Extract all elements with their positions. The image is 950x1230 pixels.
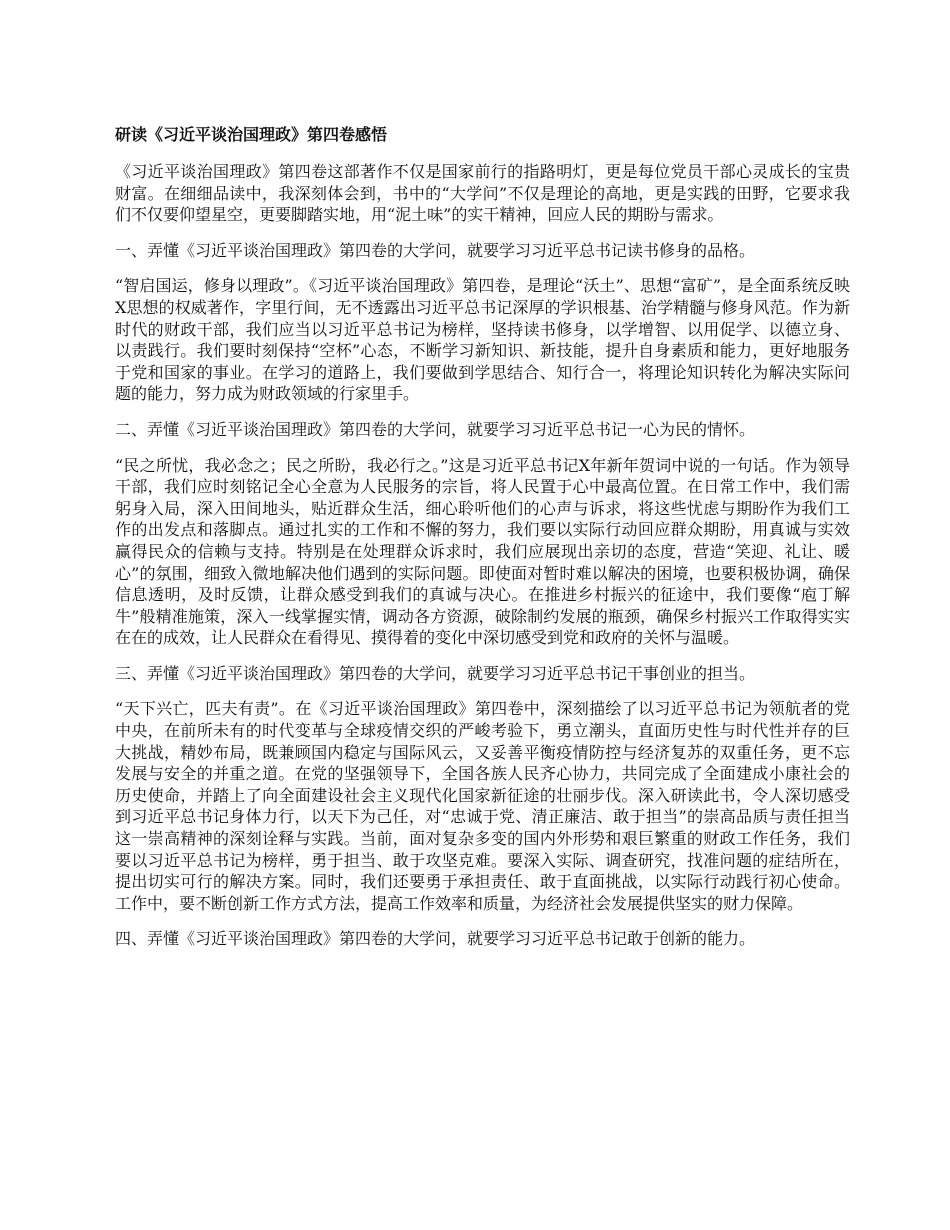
document-page (115, 124, 850, 964)
section-heading-3: 三、弄懂《习近平谈治国理政》第四卷的大学问，就要学习习近平总书记干事创业的担当。 (115, 663, 756, 683)
document-title: 研读《习近平谈治国理政》第四卷感悟 (115, 125, 388, 144)
section-heading-4: 四、弄懂《习近平谈治国理政》第四卷的大学问，就要学习习近平总书记敢于创新的能力。 (115, 929, 756, 949)
intro-paragraph: 《习近平谈治国理政》第四卷这部著作不仅是国家前行的指路明灯，更是每位党员干部心灵成长的宝贵财富。在细细品读中，我深刻体会到，书中的“大学问”不仅是理论的高地，更是实践的田野，它要求我们不仅要仰望星空，更要脚踏实地，用“泥土味”的实干精神，回应人民的期盼与需求。 (115, 162, 850, 225)
section-heading-1: 一、弄懂《习近平谈治国理政》第四卷的大学问，就要学习习近平总书记读书修身的品格。 (115, 240, 756, 260)
section-body-2: “民之所忧，我必念之；民之所盼，我必行之。”这是习近平总书记Ⅹ年新年贺词中说的一句话。作为领导干部，我们应时刻铭记全心全意为人民服务的宗旨，将人民置于心中最高位置。在日常工作中，我们需躬身入局，深入田间地头，贴近群众生活，细心聆听他们的心声与诉求，将这些忧虑与期盼作为我们工作的出发点和落脚点。通过扎实的工作和不懈的努力，我们要以实际行动回应群众期盼，用真诚与实效赢得民众的信赖与支持。特别是在处理群众诉求时，我们应展现出亲切的态度，营造“笑迎、礼让、暖心”的氛围，细致入微地解决他们遇到的实际问题。即使面对暂时难以解决的困境，也要积极协调，确保信息透明，及时反馈，让群众感受到我们的真诚与决心。在推进乡村振兴的征途中，我们要像“庖丁解牛”般精准施策，深入一线掌握实情，调动各方资源，破除制约发展的瓶颈，确保乡村振兴工作取得实实在在的成效，让人民群众在看得见、摸得着的变化中深切感受到党和政府的关怀与温暖。 (115, 455, 850, 648)
section-body-3: “天下兴亡，匹夫有责”。在《习近平谈治国理政》第四卷中，深刻描绘了以习近平总书记为领航者的党中央，在前所未有的时代变革与全球疫情交织的严峻考验下，勇立潮头，直面历史性与时代性并存的巨大挑战，精妙布局，既兼顾国内稳定与国际风云，又妥善平衡疫情防控与经济复苏的双重任务，更不忘发展与安全的并重之道。在党的坚强领导下，全国各族人民齐心协力，共同完成了全面建成小康社会的历史使命，并踏上了向全面建设社会主义现代化国家新征途的壮丽步伐。深入研读此书，令人深切感受到习近平总书记身体力行，以天下为己任，对“忠诚于党、清正廉洁、敢于担当”的崇高品质与责任担当这一崇高精神的深刻诠释与实践。当前，面对复杂多变的国内外形势和艰巨繁重的财政工作任务，我们要以习近平总书记为榜样，勇于担当、敢于攻坚克难。要深入实际、调查研究，找准问题的症结所在，提出切实可行的解决方案。同时，我们还要勇于承担责任、敢于直面挑战，以实际行动践行初心使命。工作中，要不断创新工作方式方法，提高工作效率和质量，为经济社会发展提供坚实的财力保障。 (115, 699, 850, 913)
section-heading-2: 二、弄懂《习近平谈治国理政》第四卷的大学问，就要学习习近平总书记一心为民的情怀。 (115, 419, 756, 439)
section-body-1: “智启国运，修身以理政”。《习近平谈治国理政》第四卷，是理论“沃土”、思想“富矿”，是全面系统反映Ⅹ思想的权威著作，字里行间，无不透露出习近平总书记深厚的学识根基、治学精髓与修身风范。作为新时代的财政干部，我们应当以习近平总书记为榜样，坚持读书修身，以学增智、以用促学、以德立身、以责践行。我们要时刻保持“空杯”心态，不断学习新知识、新技能，提升自身素质和能力，更好地服务于党和国家的事业。在学习的道路上，我们要做到学思结合、知行合一，将理论知识转化为解决实际问题的能力，努力成为财政领域的行家里手。 (115, 276, 850, 404)
